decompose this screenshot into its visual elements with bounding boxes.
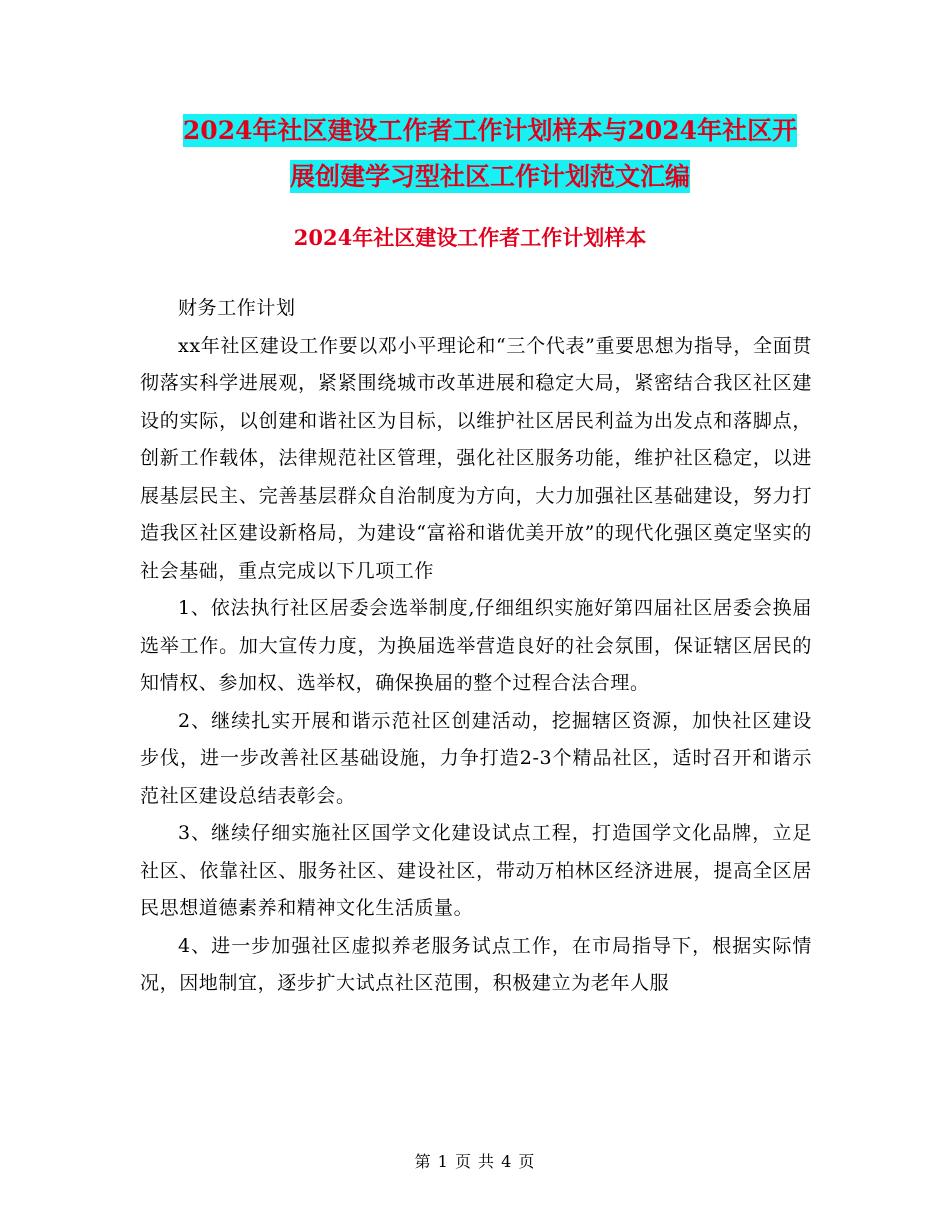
paragraph-heading: 财务工作计划 <box>178 297 296 319</box>
paragraph-item-2: 2、继续扎实开展和谐示范社区创建活动，挖掘辖区资源，加快社区建设步伐，进一步改善社区基础设施，力争打造2-3个精品社区，适时召开和谐示范社区建设总结表彰会。 <box>140 709 812 807</box>
document-title-line-1: 2024年社区建设工作者工作计划样本与2024年社区开 <box>182 116 798 145</box>
document-body <box>140 290 812 1003</box>
paragraph-item-4: 4、进一步加强社区虚拟养老服务试点工作，在市局指导下，根据实际情况，因地制宜，逐步扩大试点社区范围，积极建立为老年人服 <box>140 934 812 994</box>
document-title <box>140 108 840 200</box>
document-title-line-2: 展创建学习型社区工作计划范文汇编 <box>289 162 690 191</box>
paragraph-intro: xx年社区建设工作要以邓小平理论和“三个代表”重要思想为指导，全面贯彻落实科学进展观，紧紧围绕城市改革进展和稳定大局，紧密结合我区社区建设的实际，以创建和谐社区为目标，以维护社区居民利益为出发点和落脚点，创新工作载体，法律规范社区管理，强化社区服务功能，维护社区稳定，以进展基层民主、完善基层群众自治制度为方向，大力加强社区基础建设，努力打造我区社区建设新格局，为建设“富裕和谐优美开放”的现代化强区奠定坚实的社会基础，重点完成以下几项工作 <box>140 334 812 582</box>
section-title: 2024年社区建设工作者工作计划样本 <box>293 225 647 250</box>
paragraph-item-1: 1、依法执行社区居委会选举制度,仔细组织实施好第四届社区居委会换届选举工作。加大宣传力度，为换届选举营造良好的社会氛围，保证辖区居民的知情权、参加权、选举权，确保换届的整个过程合法合理。 <box>140 597 812 694</box>
page-number-footer: 第 1 页 共 4 页 <box>414 1152 536 1171</box>
paragraph-item-3: 3、继续仔细实施社区国学文化建设试点工程，打造国学文化品牌，立足社区、依靠社区、服务社区、建设社区，带动万柏林区经济进展，提高全区居民思想道德素养和精神文化生活质量。 <box>140 822 812 919</box>
